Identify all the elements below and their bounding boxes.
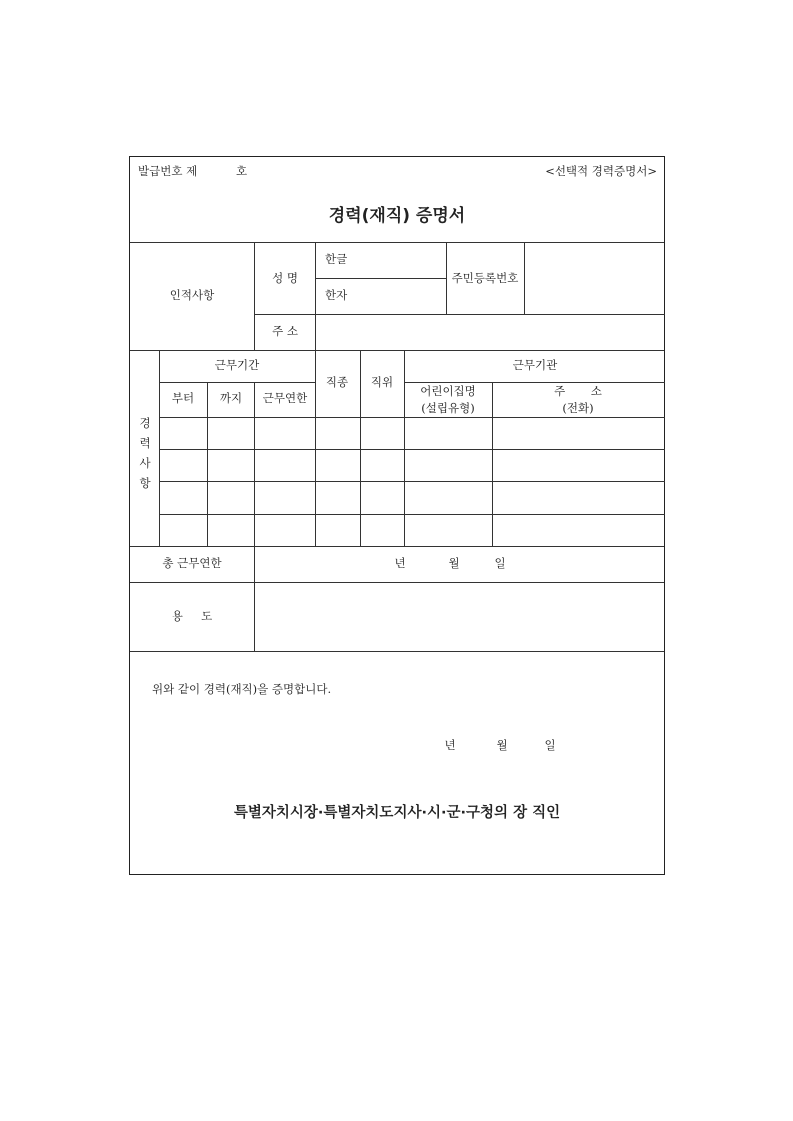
divider — [207, 382, 208, 546]
cert-month-unit: 월 — [496, 738, 508, 752]
daycare-name-label: 어린이집명 — [420, 384, 476, 398]
phone-label: (전화) — [562, 401, 594, 415]
issue-number-prefix: 발급번호 제 — [138, 164, 198, 178]
divider — [130, 350, 664, 351]
divider — [315, 278, 446, 279]
divider — [159, 449, 665, 450]
years-label: 근무연한 — [262, 391, 308, 405]
establishment-type-label: (설립유형) — [421, 401, 475, 415]
divider — [315, 242, 316, 350]
divider — [130, 546, 664, 547]
divider — [130, 651, 664, 652]
address-label: 주 소 — [272, 324, 298, 338]
purpose-label: 용 도 — [171, 609, 213, 623]
issue-number-suffix: 호 — [236, 164, 248, 178]
divider — [492, 382, 493, 546]
divider — [404, 382, 665, 383]
institution-address-label: 주 소 — [554, 384, 602, 398]
work-period-label: 근무기간 — [214, 358, 260, 372]
divider — [159, 382, 315, 383]
hanja-label: 한자 — [325, 288, 348, 302]
from-label: 부터 — [171, 391, 195, 405]
career-section-label: 경 력 사 항 — [139, 416, 151, 490]
divider — [130, 582, 664, 583]
name-label: 성 명 — [272, 271, 298, 285]
divider — [254, 546, 255, 651]
divider — [159, 514, 665, 515]
signatory-seal-line: 특별자치시장·특별자치도지사·시·군·구청의 장 직인 — [233, 805, 561, 821]
total-day-unit: 일 — [494, 556, 506, 570]
total-years-label: 총 근무연한 — [162, 556, 222, 570]
cert-day-unit: 일 — [544, 738, 556, 752]
to-label: 까지 — [219, 391, 243, 405]
hangul-label: 한글 — [325, 252, 348, 266]
position-label: 직위 — [370, 375, 394, 389]
job-type-label: 직종 — [325, 375, 349, 389]
divider — [159, 481, 665, 482]
divider — [360, 350, 361, 546]
divider — [315, 350, 316, 546]
divider — [254, 382, 255, 546]
divider — [446, 242, 447, 314]
divider — [159, 417, 665, 418]
career-certificate-form — [129, 156, 665, 875]
resident-number-label: 주민등록번호 — [451, 271, 519, 285]
cert-year-unit: 년 — [444, 738, 456, 752]
institution-label: 근무기관 — [512, 358, 558, 372]
divider — [254, 242, 255, 350]
personal-section-label: 인적사항 — [169, 288, 215, 302]
form-type-label: <선택적 경력증명서> — [545, 164, 657, 178]
certification-statement: 위와 같이 경력(재직)을 증명합니다. — [152, 682, 332, 696]
document-title: 경력(재직) 증명서 — [328, 206, 466, 226]
divider — [524, 242, 525, 314]
total-month-unit: 월 — [448, 556, 460, 570]
divider — [159, 350, 160, 546]
divider — [130, 242, 664, 243]
divider — [404, 350, 405, 546]
total-year-unit: 년 — [394, 556, 406, 570]
